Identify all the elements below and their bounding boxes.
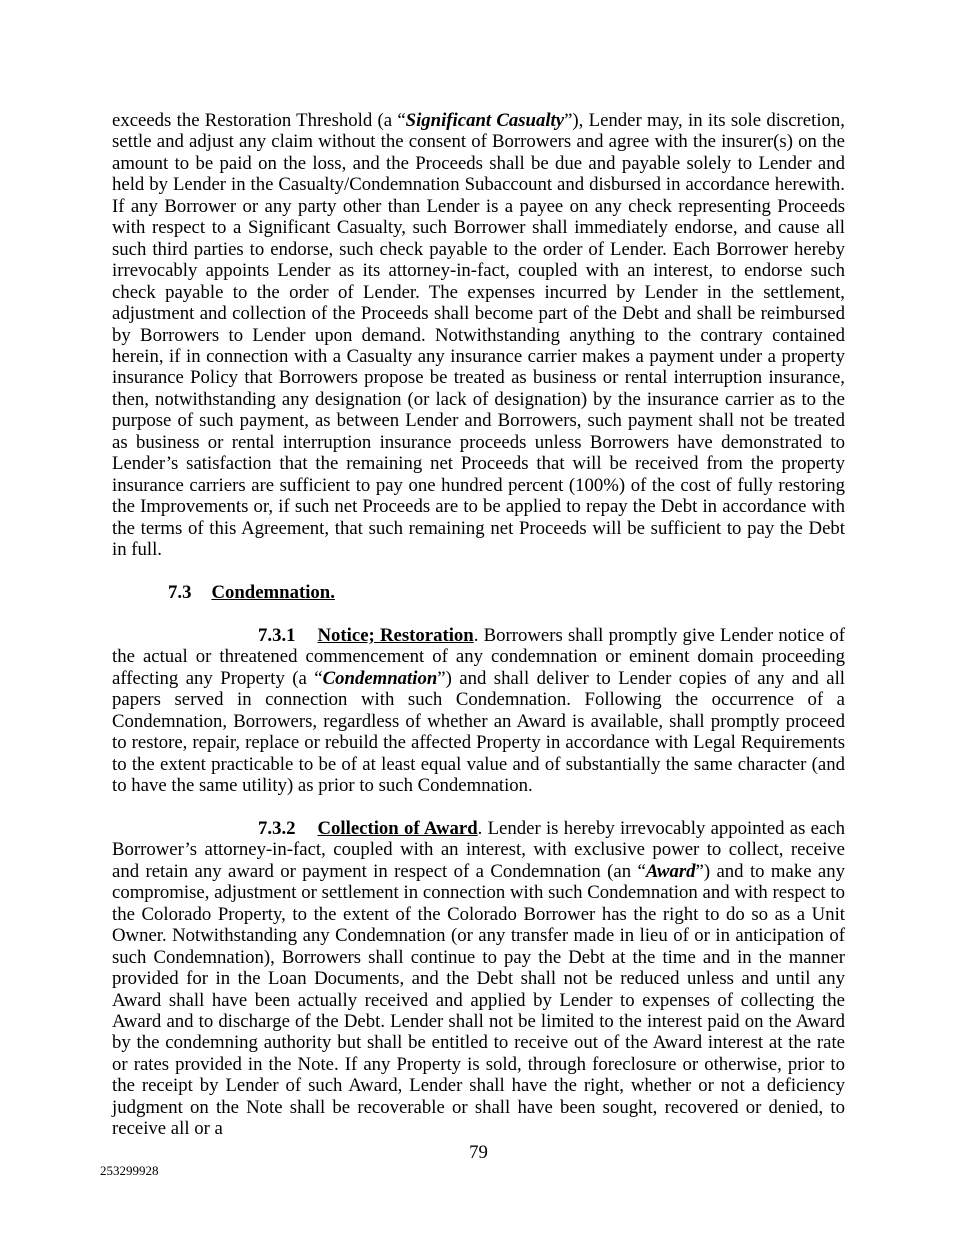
page-number: 79 (469, 1142, 488, 1163)
text-segment: Significant Casualty (405, 110, 565, 131)
text-segment: Award (645, 860, 696, 882)
section-number: 7.3 (168, 581, 192, 603)
section-heading-7-3 (168, 582, 845, 603)
document-control-number: 253299928 (100, 1163, 159, 1178)
text-segment: 7.3.1 (258, 624, 296, 646)
text-segment: 7.3.2 (258, 817, 296, 839)
text-segment: Condemnation (322, 667, 438, 689)
text-segment: exceeds the Restoration Threshold (a “ (112, 110, 406, 131)
text-segment: . Lender is hereby irrevocably appointed as each Borrower’s attorney-in-fact, coupled with an interest, with exclusive power to collect, receive and retain any award or payment in respect of a Condemnation (an “ (112, 817, 846, 882)
text-segment: ”), Lender may, in its sole discretion, settle and adjust any claim without the consent of Borrowers and agree with the insurer(s) on the amount to be paid on the loss, and the Proceeds shall be due and payable solely to Lender and held by Lender in the Casualty/Condemnation Subaccount and disbursed in accordance herewith. If any Borrower or any party other than Lender is a payee on any check representing Proceeds with respect to a Significant Casualty, such Borrower shall immediately endorse, and cause all such third parties to endorse, such check payable to the order of Lender. Each Borrower hereby irrevocably appoints Lender as its attorney-in-fact, coupled with an interest, to endorse such check payable to the order of Lender. The expenses incurred by Lender in the settlement, adjustment and collection of the Proceeds shall become part of the Debt and shall be reimbursed by Borrowers to Lender upon demand. Notwithstanding anything to the contrary contained herein, if in connection with a Casualty any insurance carrier makes a payment under a property insurance Policy that Borrowers propose be treated as business or rental interruption insurance, then, notwithstanding any designation (or lack of designation) by the insurance carrier as to the purpose of such payment, as between Lender and Borrowers, such payment shall not be treated as business or rental interruption insurance proceeds unless Borrowers have demonstrated to Lender’s satisfaction that the remaining net Proceeds that will be received from the property insurance carriers are sufficient to pay one hundred percent (100%) of the cost of fully restoring the Improvements or, if such net Proceeds are to be applied to repay the Debt in accordance with the terms of this Agreement, that such remaining net Proceeds will be sufficient to pay the Debt in full. (112, 110, 845, 561)
text-segment: ”) and shall deliver to Lender copies of any and all papers served in connection with such Condemnation. Following the occurrence of a Condemnation, Borrowers, regardless of whether an Award is available, shall promptly proceed to restore, repair, replace or rebuild the affected Property in accordance with Legal Requirements to the extent practicable to be of at least equal value and of substantially the same character (and to have the same utility) as prior to such Condemnation. (112, 667, 845, 797)
text-segment: . Borrowers shall promptly give Lender notice of the actual or threatened commencement of any condemnation or eminent domain proceeding affecting any Property (a “ (112, 624, 845, 689)
text-segment: ”) and to make any compromise, adjustment or settlement in connection with such Condemnation and with respect to the Colorado Property, to the extent of the Colorado Borrower has the right to do so as a Unit Owner. Notwithstanding any Condemnation (or any transfer made in lieu of or in anticipation of such Condemnation), Borrowers shall continue to pay the Debt at the time and in the manner provided for in the Loan Documents, and the Debt shall not be reduced unless and until any Award shall have been actually received and applied by Lender to expenses of collecting the Award and to discharge of the Debt. Lender shall not be limited to the interest paid on the Award by the condemning authority but shall be entitled to receive out of the Award interest at the rate or rates provided in the Note. If any Property is sold, through foreclosure or otherwise, prior to the receipt by Lender of such Award, Lender shall have the right, whether or not a deficiency judgment on the Note shall be recoverable or shall have been sought, recovered or denied, to receive all or a (112, 860, 845, 1140)
paragraph-7-3-1-notice-restoration (112, 625, 845, 797)
paragraph-7-3-2-collection-of-award (112, 818, 845, 1140)
text-segment: Collection of Award (317, 817, 478, 839)
section-title: Condemnation. (211, 581, 335, 603)
text-segment: Notice; Restoration (317, 624, 474, 646)
document-text-column (112, 110, 845, 1140)
paragraph-casualty-continuation (112, 110, 845, 561)
